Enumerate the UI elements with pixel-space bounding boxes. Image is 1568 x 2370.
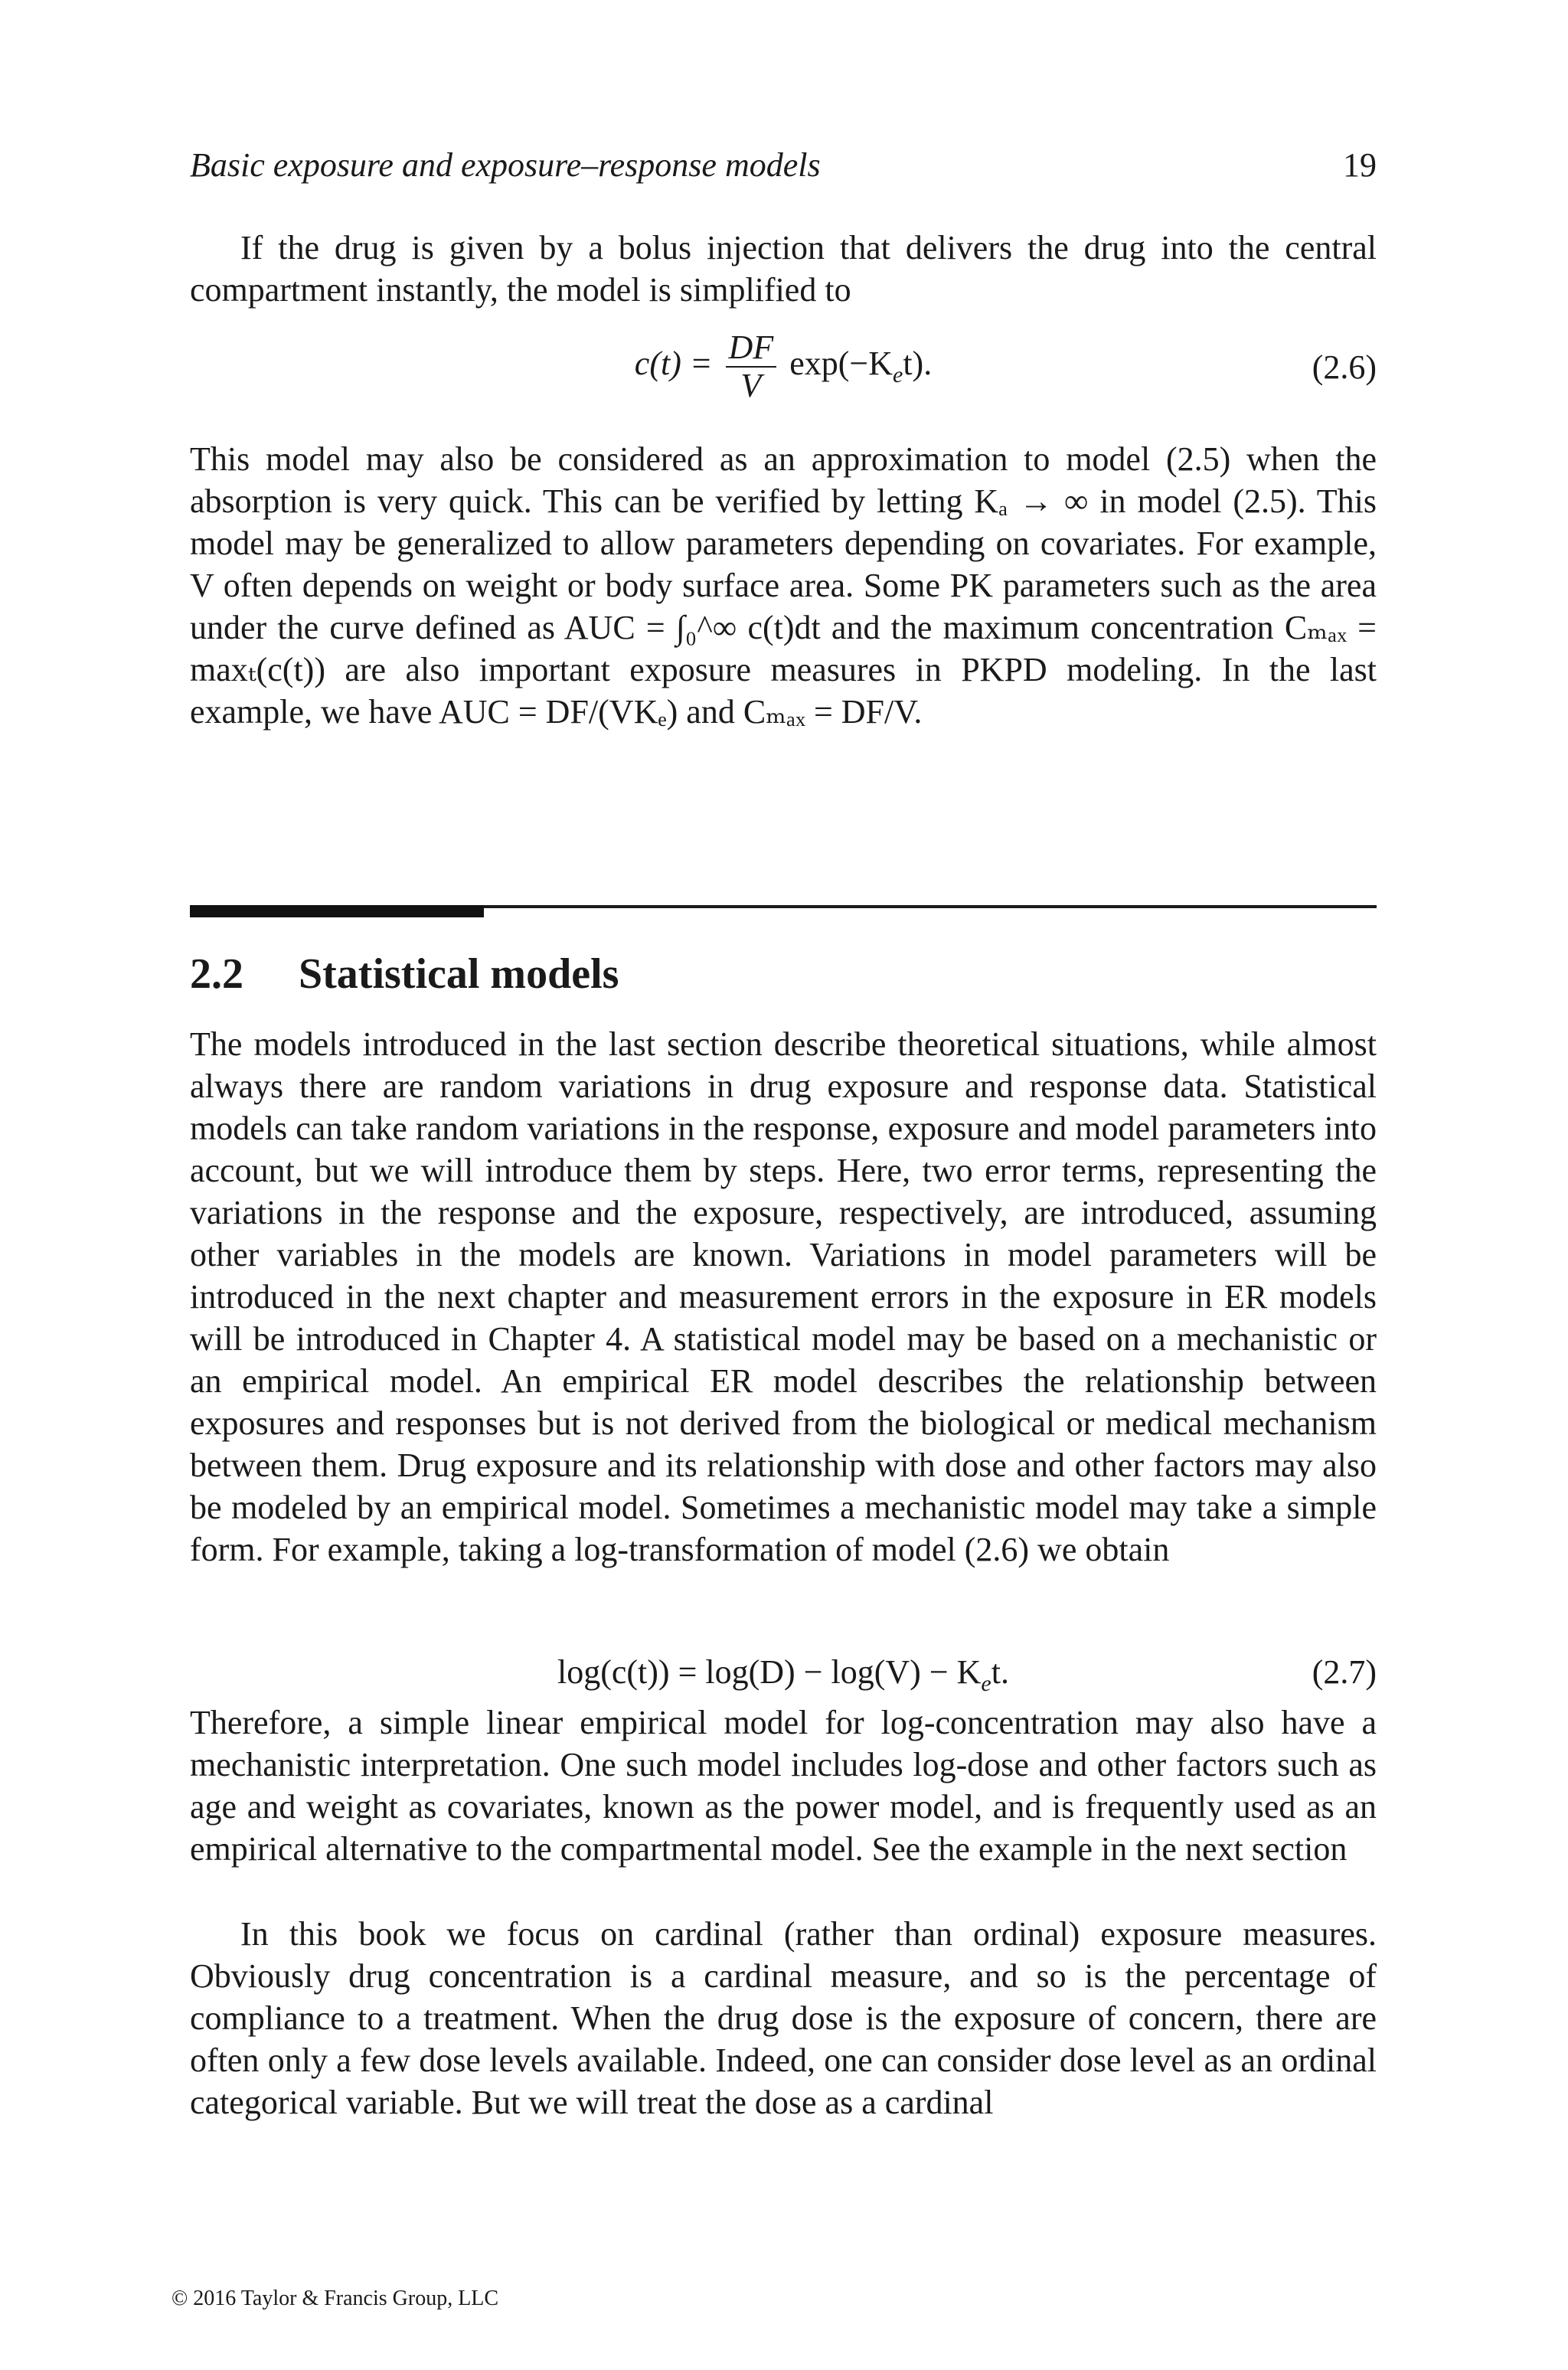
eq-2-6-fraction <box>726 329 777 404</box>
eq-2-6-rhs-end: t). <box>903 345 933 383</box>
eq-2-6-denominator: V <box>740 367 762 404</box>
copyright-footer: © 2016 Taylor & Francis Group, LLC <box>172 2287 499 2310</box>
equation-number-2-7: (2.7) <box>1312 1653 1377 1691</box>
running-title: Basic exposure and exposure–response models <box>190 146 821 184</box>
section-heading <box>190 950 619 1003</box>
section-rule-accent <box>190 905 484 917</box>
intro-paragraph-2: This model may also be considered as an approximation to model (2.5) when the absorption is very quick. This can be verified by letting Kₐ → ∞ in model (2.5). This model may be generalized to allow parameters depending on covariates. For example, V often depends on weight or body surface area. Some PK parameters such as the area under the curve defined as AUC = ∫₀^∞ c(t)dt and the maximum concentration Cₘₐₓ = maxₜ(c(t)) are also important exposure measures in PKPD modeling. In the last example, we have AUC = DF/(VKₑ) and Cₘₐₓ = DF/V. <box>190 440 1377 731</box>
section-number: 2.2 <box>190 950 243 998</box>
section-title: Statistical models <box>299 950 619 998</box>
equation-2-7-body <box>190 1652 1377 1696</box>
equation-2-6 <box>190 329 1377 414</box>
eq-2-6-rhs: exp(−K <box>789 345 893 383</box>
eq-2-6-lhs: c(t) = <box>634 345 713 383</box>
equation-2-6-body <box>190 329 1377 404</box>
section-paragraph-3: In this book we focus on cardinal (rather than ordinal) exposure measures. Obviously drug concentration is a cardinal measure, and so is the percentage of compliance to a treatment. When the drug dose is the exposure of concern, there are often only a few dose levels available. Indeed, one can consider dose level as an ordinal categorical variable. But we will treat the dose as a cardinal <box>190 1915 1377 2121</box>
page-number: 19 <box>1343 146 1377 184</box>
section-paragraph-1: The models introduced in the last section describe theoretical situations, while almost always there are random variations in drug exposure and response data. Statistical models can take random variations in the response, exposure and model parameters into account, but we will introduce them by steps. Here, two error terms, representing the variations in the response and the exposure, respectively, are introduced, assuming other variables in the models are known. Variations in model parameters will be introduced in the next chapter and measurement errors in the exposure in ER models will be introduced in Chapter 4. A statistical model may be based on a mechanistic or an empirical model. An empirical ER model describes the relationship between exposures and responses but is not derived from the biological or medical mechanism between them. Drug exposure and its relationship with dose and other factors may also be modeled by an empirical model. Sometimes a mechanistic model may take a simple form. For example, taking a log-transformation of model (2.6) we obtain <box>190 1025 1377 1568</box>
equation-2-7 <box>190 1652 1377 1698</box>
eq-2-6-numerator: DF <box>726 329 777 368</box>
eq-2-7-end: t. <box>991 1653 1009 1691</box>
running-head <box>190 145 1377 191</box>
eq-2-7-body: log(c(t)) = log(D) − log(V) − K <box>557 1653 982 1691</box>
equation-number-2-6: (2.6) <box>1312 348 1377 386</box>
eq-2-6-subscript: e <box>892 361 903 387</box>
intro-paragraph-1: If the drug is given by a bolus injection that delivers the drug into the central compartment instantly, the model is simplified to <box>190 229 1377 309</box>
section-paragraph-2: Therefore, a simple linear empirical model for log-concentration may also have a mechanistic interpretation. One such model includes log-dose and other factors such as age and weight as covariates, known as the power model, and is frequently used as an empirical alternative to the compartmental model. See the example in the next section <box>190 1704 1377 1868</box>
eq-2-7-subscript: e <box>981 1670 991 1696</box>
